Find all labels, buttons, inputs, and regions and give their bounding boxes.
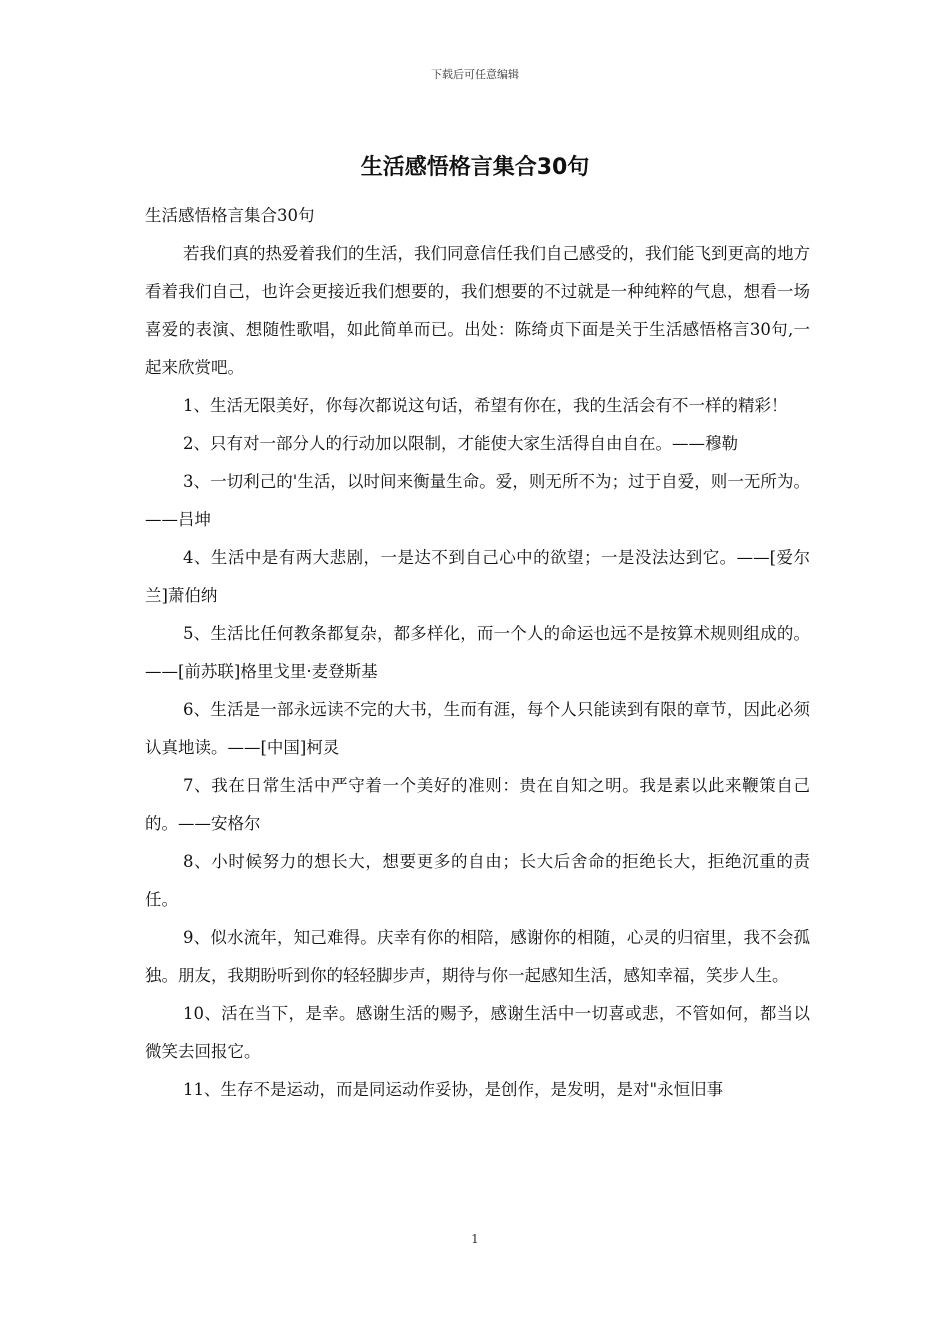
quote-item-6: 6、生活是一部永远读不完的大书，生而有涯，每个人只能读到有限的章节，因此必须认真地读。——[中国]柯灵: [145, 700, 810, 757]
quote-item-3: 3、一切利己的'生活，以时间来衡量生命。爱，则无所不为；过于自爱，则一无所为。——吕坤: [145, 472, 810, 529]
page-header-note: 下载后可任意编辑: [431, 68, 519, 81]
quote-item-10: 10、活在当下，是幸。感谢生活的赐予，感谢生活中一切喜或悲，不管如何，都当以微笑去回报它。: [145, 1004, 810, 1061]
quote-item-4: 4、生活中是有两大悲剧，一是达不到自己心中的欲望；一是没法达到它。——[爱尔兰]萧伯纳: [145, 548, 810, 605]
document-title: 生活感悟格言集合30句: [360, 155, 590, 180]
intro-paragraph: 若我们真的热爱着我们的生活，我们同意信任我们自己感受的，我们能飞到更高的地方看着我们自己，也许会更接近我们想要的，我们想要的不过就是一种纯粹的气息，想看一场喜爱的表演、想随性歌唱，如此简单而已。出处：陈绮贞下面是关于生活感悟格言30句,一起来欣赏吧。: [145, 244, 810, 377]
quote-item-11: 11、生存不是运动，而是同运动作妥协，是创作，是发明，是对"永恒旧事: [183, 1080, 724, 1099]
document-subtitle: 生活感悟格言集合30句: [145, 206, 315, 225]
quote-item-8: 8、小时候努力的想长大，想要更多的自由；长大后舍命的拒绝长大，拒绝沉重的责任。: [145, 852, 810, 909]
quote-item-5: 5、生活比任何教条都复杂，都多样化，而一个人的命运也远不是按算术规则组成的。——[前苏联]格里戈里·麦登斯基: [145, 624, 810, 681]
quote-item-7: 7、我在日常生活中严守着一个美好的准则：贵在自知之明。我是素以此来鞭策自己的。——安格尔: [145, 776, 810, 833]
quote-item-2: 2、只有对一部分人的行动加以限制，才能使大家生活得自由自在。——穆勒: [183, 434, 738, 453]
page-number: 1: [471, 1232, 479, 1246]
quote-item-9: 9、似水流年，知己难得。庆幸有你的相陪，感谢你的相随，心灵的归宿里，我不会孤独。朋友，我期盼听到你的轻轻脚步声，期待与你一起感知生活，感知幸福，笑步人生。: [145, 928, 810, 985]
document-body: [145, 197, 810, 1109]
quote-item-1: 1、生活无限美好，你每次都说这句话，希望有你在，我的生活会有不一样的精彩！: [183, 396, 788, 415]
